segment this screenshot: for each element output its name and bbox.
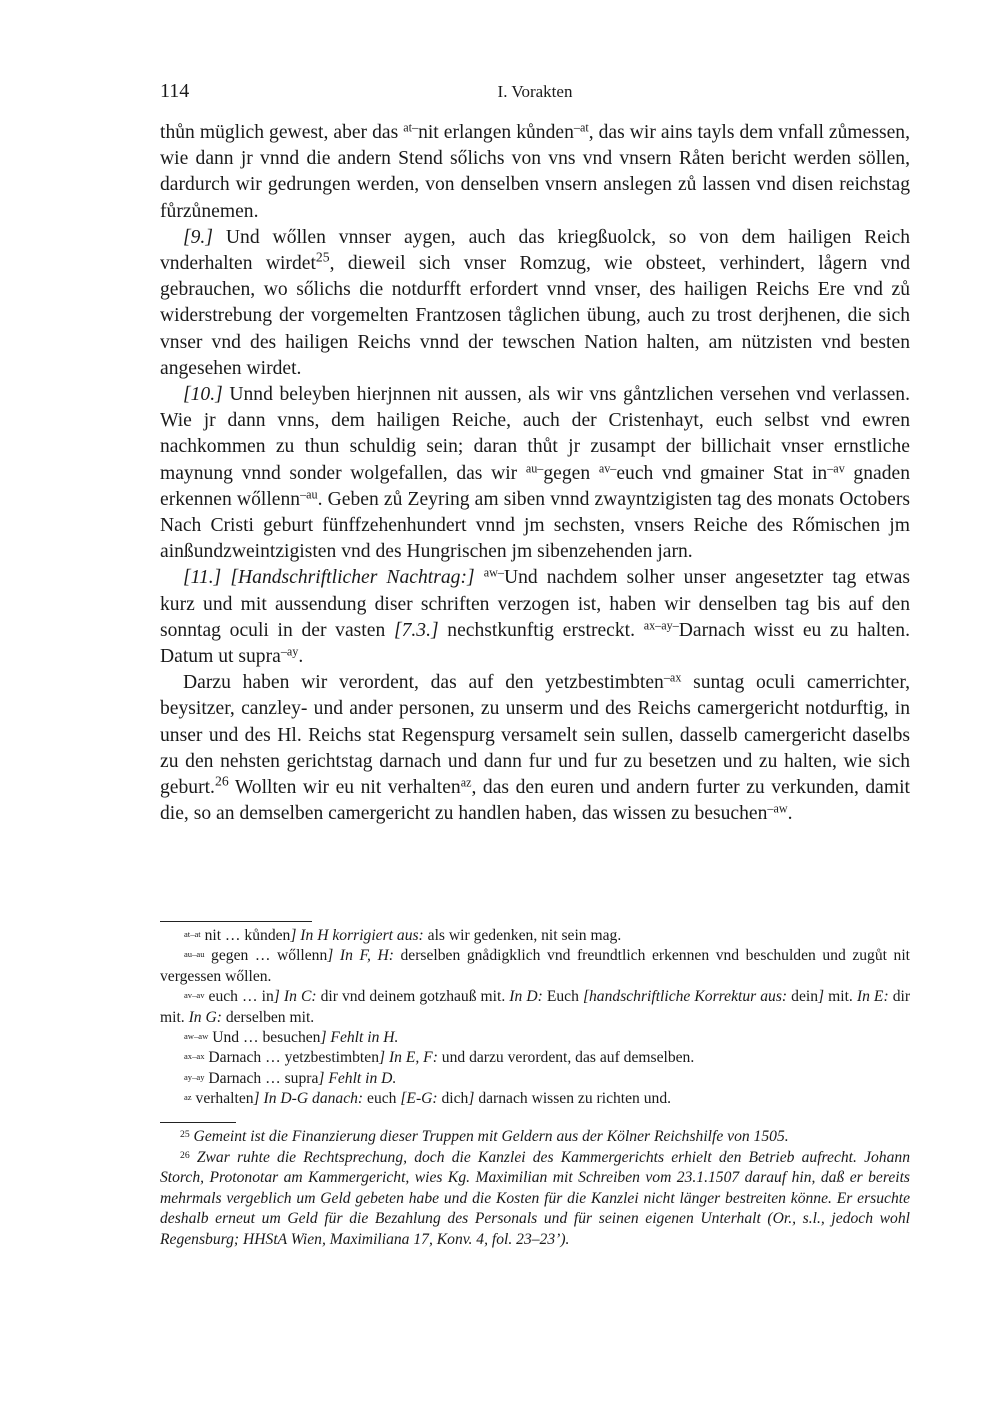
paragraph-number: [11.] [Handschriftlicher Nachtrag:] (183, 567, 475, 589)
apparatus-entry-az (160, 1089, 910, 1109)
apparatus-siglum: av–av (184, 990, 205, 1001)
footnote-26 (160, 1148, 910, 1251)
lemma: Darnach … supra (204, 1069, 319, 1087)
text: , dieweil sich vnser Romzug, wie obsteet, verhindert, lågern vnd gebrauchen, wo sőlichs die notdurfft erfordert vnnd vnser, des hailigen Reichs Ere vnd zů widerstrebung der vorgemelten Frantzosen tåglichen übung, auch zu trost derjhenen, die sich vnser vnd des hailigen Reichs vnnd der tewschen Nation halten, am nützisten vnd besten angesehen wirdet. (160, 253, 910, 379)
note: [handschriftliche Korrektur aus: (582, 988, 788, 1006)
apparatus-entry-at (160, 926, 910, 946)
apparatus-entry-au (160, 946, 910, 987)
apparatus-marker: –au (300, 487, 318, 502)
text: . (787, 803, 793, 825)
text: dein (787, 988, 819, 1006)
text: Und wőllen vnnser aygen, auch das kriegßuolck, so von dem hailigen Reich vnderhalten wirdet (160, 226, 910, 275)
text: , das den euren und andern furter zu verkunden, damit die, so an demselben camergericht zu handlen haben, das wissen zu besuchen (160, 777, 910, 825)
footnote-text: Zwar ruhte die Rechtsprechung, doch die Kanzlei des Kammergerichts erhielt den Betrieb aufrecht. Johann Storch, Protonotar am Kammergericht, wies Kg. Maximilian mit Schreiben vom 23.1.1507 darauf hin, daß er bereits mehrmals vergeblich um Geld gebeten habe und die Kosten für die Kanzlei nicht länger bestreiten könne. Er ersuchte deshalb erneut um Geld für die Bezahlung des Personals und für seinen eigenen Unterhalt (Or., s.l., jedoch wohl Regensburg; HHStA Wien, Maximiliana 17, Konv. 4, fol. 23–23’). (160, 1148, 910, 1248)
apparatus-marker: –at (573, 120, 589, 135)
paragraph-11 (160, 565, 910, 670)
text: dir mit. (160, 988, 911, 1026)
apparatus-siglum: at–at (184, 929, 201, 939)
apparatus-marker: at– (403, 120, 419, 135)
apparatus-marker: ax–ay– (643, 618, 679, 633)
note: ] In D-G danach: (253, 1090, 364, 1108)
paragraph-continuation (160, 120, 910, 225)
text: mit. (824, 988, 857, 1006)
text: thůn müglich gewest, aber das (160, 122, 404, 143)
text: gegen (543, 462, 599, 484)
text: Darnach wisst eu zu halten. Datum ut supra (160, 619, 910, 668)
text: derselben mit. (221, 1008, 315, 1026)
paragraph-10 (160, 382, 910, 565)
page-number: 114 (160, 80, 190, 102)
note: ] Fehlt in H. (320, 1029, 399, 1047)
text: Darzu haben wir verordent, das auf den yetzbestimbten (183, 672, 664, 694)
apparatus-siglum: ay–ay (184, 1071, 205, 1082)
note: ] Fehlt in D. (318, 1069, 397, 1087)
text: derselben gnådigklich vnd freundtlich erkennen vnd beschulden und zugůt nit vergessen wőllen. (160, 947, 911, 985)
note: ] In H korrigiert aus: (290, 927, 424, 944)
page-header (160, 80, 910, 106)
footnote-ref-26[interactable]: 26 (214, 773, 229, 789)
text: suntag oculi camerrichter, beysitzer, canzley- und ander personen, zu unserm und des Reichs camergericht notdurftig, in unser und des Hl. Reichs stat Regenspurg versamelt sein sullen, dasselb camergericht daselbs zu den nehsten gerichtstag darnach und dann fur und fur zu besetzen und zu halten, wie sich geburt. (160, 672, 910, 799)
footnote-number: 25 (180, 1129, 190, 1141)
note: ] In F, H: (327, 947, 394, 965)
lemma: Darnach … yetzbestimbten (204, 1049, 379, 1067)
paragraph-12 (160, 670, 910, 827)
footnote-ref-25[interactable]: 25 (315, 249, 330, 265)
apparatus-marker: av– (598, 460, 617, 475)
text: euch (363, 1090, 401, 1108)
text: euch vnd gmainer Stat in (616, 462, 828, 484)
apparatus-marker: au– (525, 460, 544, 475)
footnote-text: Gemeint ist die Finanzierung dieser Truppen mit Geldern aus der Kölner Reichshilfe von 1505. (189, 1128, 789, 1145)
apparatus-marker: –aw (767, 801, 788, 816)
main-text (160, 120, 910, 827)
footnotes (160, 1127, 910, 1251)
text: nit erlangen kůnden (418, 122, 574, 143)
note: ] In C: (273, 988, 317, 1006)
apparatus-siglum: aw–aw (184, 1031, 209, 1042)
lemma: verhalten (191, 1090, 254, 1108)
apparatus-entry-aw (160, 1028, 910, 1048)
apparatus-marker: –av (827, 460, 845, 475)
text: Unnd beleyben hierjnnen nit aussen, als wir vns gåntzlichen versehen vnd verlassen. Wie jr dann vnns, dem hailigen Reiche, auch der Cristenhayt, euch selbst vnd ewren nachkommen zu thun schuldig sein; daran thůt jr zusampt der billichait vnser ernstliche maynung vnnd sonder wolgefallen, das wir (160, 384, 910, 484)
apparatus-entry-ay (160, 1069, 910, 1089)
apparatus-siglum: au–au (184, 949, 205, 960)
paragraph-number: [9.] (183, 226, 213, 248)
note: ] (818, 988, 825, 1006)
footnote-number: 26 (180, 1149, 190, 1161)
apparatus-marker: aw– (483, 565, 504, 580)
critical-apparatus (160, 926, 910, 1110)
apparatus-siglum: ax–ax (184, 1051, 205, 1062)
apparatus-entry-av (160, 987, 910, 1028)
paragraph-number: [10.] (183, 384, 223, 406)
lemma: gegen … wőllenn (204, 947, 328, 965)
text: und darzu verordent, das auf demselben. (437, 1049, 695, 1067)
text: Euch (542, 988, 583, 1006)
footnote-divider (160, 1122, 236, 1123)
running-head: I. Vorakten (497, 82, 573, 101)
note: In E: (856, 988, 889, 1006)
text: dich (437, 1090, 469, 1108)
text: . (298, 646, 304, 668)
apparatus-marker: –ax (663, 670, 682, 685)
text: als wir gedenken, nit sein mag. (423, 927, 622, 944)
text: nechstkunftig erstreckt. (438, 619, 644, 641)
note: In G: (188, 1008, 222, 1026)
lemma: Und … besuchen (208, 1029, 321, 1047)
footnote-25 (160, 1127, 910, 1148)
note: [E-G: (400, 1090, 438, 1108)
text: darnach wissen zu richten und. (474, 1090, 672, 1108)
paragraph-9 (160, 225, 910, 382)
apparatus-marker: –ay (280, 644, 299, 659)
text: gnaden erkennen wőllenn (160, 462, 910, 510)
note: ] In E, F: (379, 1049, 438, 1067)
lemma: nit … kůnden (200, 927, 291, 944)
note: ] (468, 1090, 475, 1108)
lemma: euch … in (204, 988, 274, 1006)
apparatus-marker: az (460, 775, 472, 790)
apparatus-divider (160, 921, 312, 922)
apparatus-entry-ax (160, 1048, 910, 1068)
text: , das wir ains tayls dem vnfall zůmessen, wie dann jr vnnd die andern Stend sőlichs von vns vnd vnsern Råten bericht werden söllen, dardurch wir gedrungen werden, von denselben vnsern anslegen zů lassen vnd disen reichstag fůrzůnemen. (160, 122, 910, 222)
text: Wollten wir eu nit verhalten (228, 777, 461, 799)
text: dir vnd deinem gotzhauß mit. (316, 988, 510, 1006)
apparatus-siglum: az (184, 1092, 192, 1103)
editorial-date: [7.3.] (393, 619, 439, 641)
text: . Geben zů Zeyring am siben vnnd zwayntzigisten tag des monats Octobers Nach Cristi geburt fünffzehenhundert vnnd jm sechsten, vnsers Reiche des Rőmischen jm ainßundzweintzigisten vnd des Hungrischen jm sibenzehenden jarn. (160, 488, 910, 563)
note: In D: (509, 988, 543, 1006)
text: Und nachdem solher unser angesetzter tag etwas kurz und mit aussendung diser schriften verzogen ist, haben wir denselben tag bis auf den sonntag oculi in der vasten (160, 567, 910, 641)
